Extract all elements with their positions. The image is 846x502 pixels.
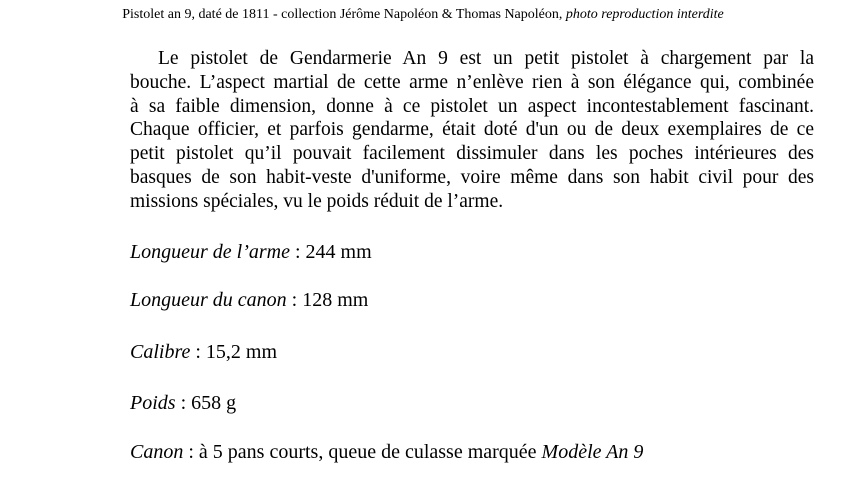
paragraph-line: missions spéciales, vu le poids réduit de l’arme. xyxy=(130,190,504,212)
spec-value: : 128 mm xyxy=(286,289,369,311)
spec-value: : 15,2 mm xyxy=(190,341,278,363)
paragraph-line: petit pistolet qu’il pouvait facilement dissimuler dans les poches intérieures des xyxy=(130,143,814,165)
spec-value: : 658 g xyxy=(175,392,237,414)
spec-value: : à 5 pans courts, queue de culasse marquée xyxy=(183,441,542,463)
description-paragraph xyxy=(130,47,814,214)
spec-label: Poids xyxy=(130,392,176,414)
spec-weapon-length xyxy=(130,240,372,264)
spec-label: Calibre xyxy=(130,341,191,363)
paragraph-line: Chaque officier, et parfois gendarme, était doté d'un ou de deux exemplaires de ce xyxy=(130,119,814,141)
caption-text: Pistolet an 9, daté de 1811 - collection Jérôme Napoléon & Thomas Napoléon, xyxy=(122,7,566,22)
spec-model-marking: Modèle An 9 xyxy=(541,441,644,463)
photo-caption xyxy=(0,6,846,24)
paragraph-line: bouche. L’aspect martial de cette arme n’enlève rien à son élégance qui, combinée xyxy=(130,71,814,93)
paragraph-line: à sa faible dimension, donne à ce pistolet un aspect incontestablement fascinant. xyxy=(130,95,814,117)
paragraph-line: Le pistolet de Gendarmerie An 9 est un petit pistolet à chargement par la xyxy=(158,48,814,69)
spec-barrel-length xyxy=(130,288,368,312)
spec-label: Longueur de l’arme xyxy=(130,241,290,263)
spec-barrel xyxy=(130,440,643,464)
spec-value: : 244 mm xyxy=(289,241,372,263)
spec-label: Longueur du canon xyxy=(130,289,287,311)
caption-copyright-notice: photo reproduction interdite xyxy=(565,7,724,22)
spec-label: Canon xyxy=(130,441,184,463)
paragraph-line: basques de son habit-veste d'uniforme, voire même dans son habit civil pour des xyxy=(130,166,814,188)
spec-caliber xyxy=(130,340,277,364)
spec-weight xyxy=(130,391,236,415)
